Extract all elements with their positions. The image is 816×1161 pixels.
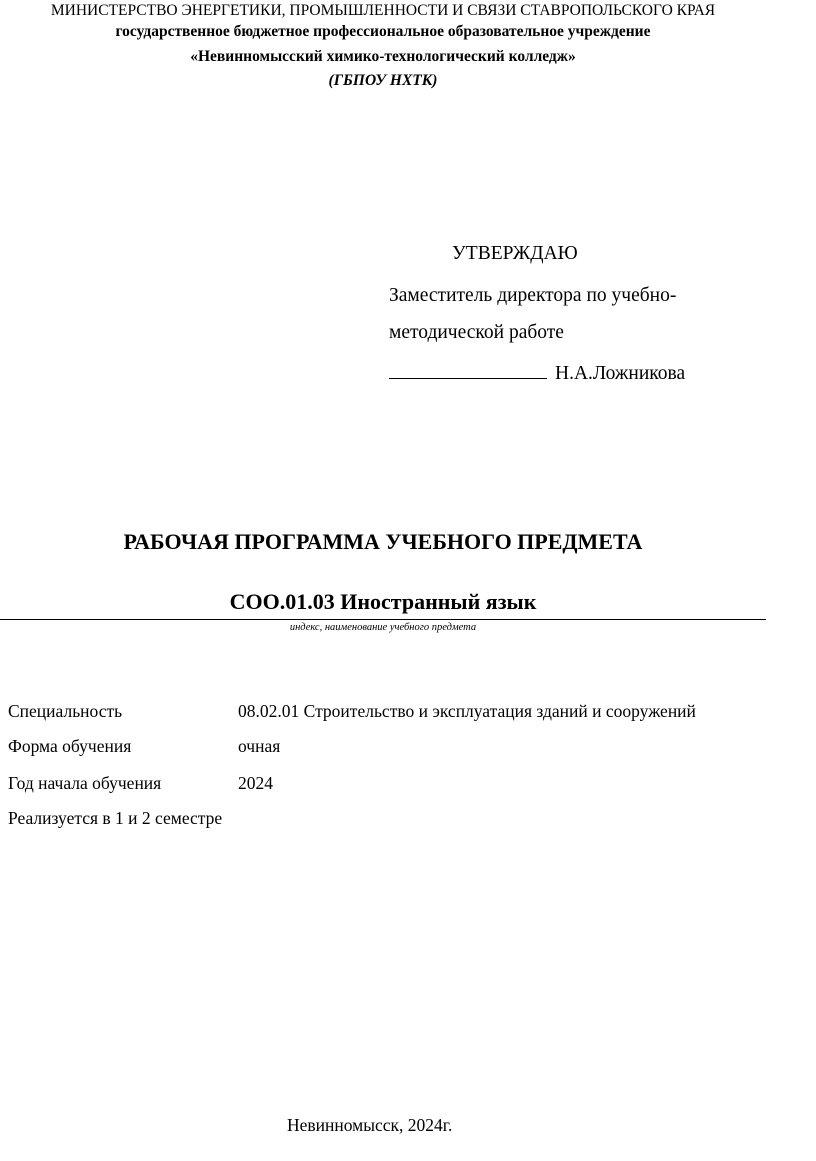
detail-label-specialty: Специальность xyxy=(8,701,123,721)
approval-signature-row xyxy=(389,360,685,385)
ministry-name: МИНИСТЕРСТВО ЭНЕРГЕТИКИ, ПРОМЫШЛЕННОСТИ И СВЯЗИ СТАВРОПОЛЬСКОГО КРАЯ xyxy=(50,2,716,19)
approval-signatory: Н.А.Ложникова xyxy=(555,363,686,384)
institution-type: государственное бюджетное профессиональное образовательное учреждение xyxy=(115,23,651,40)
approval-position-line2: методической работе xyxy=(389,322,564,343)
detail-label-start-year: Год начала обучения xyxy=(8,773,162,793)
approval-position-line1: Заместитель директора по учебно- xyxy=(389,285,677,306)
detail-label-study-form: Форма обучения xyxy=(8,736,132,756)
detail-value-start-year: 2024 xyxy=(238,773,273,793)
institution-name: «Невинномысский химико-технологический колледж» xyxy=(190,48,576,65)
document-title: РАБОЧАЯ ПРОГРАММА УЧЕБНОГО ПРЕДМЕТА xyxy=(123,529,643,554)
subject-underline xyxy=(0,619,766,620)
institution-abbreviation: (ГБПОУ НХТК) xyxy=(328,72,438,89)
subject-name: СОО.01.03 Иностранный язык xyxy=(229,589,537,614)
signature-line xyxy=(389,360,547,379)
detail-value-specialty: 08.02.01 Строительство и эксплуатация зданий и сооружений xyxy=(238,701,696,721)
approval-heading: УТВЕРЖДАЮ xyxy=(452,243,578,264)
subject-caption: индекс, наименование учебного предмета xyxy=(289,622,477,633)
detail-value-study-form: очная xyxy=(238,736,281,756)
semester-note: Реализуется в 1 и 2 семестре xyxy=(8,808,223,828)
place-year: Невинномысск, 2024г. xyxy=(287,1115,453,1135)
